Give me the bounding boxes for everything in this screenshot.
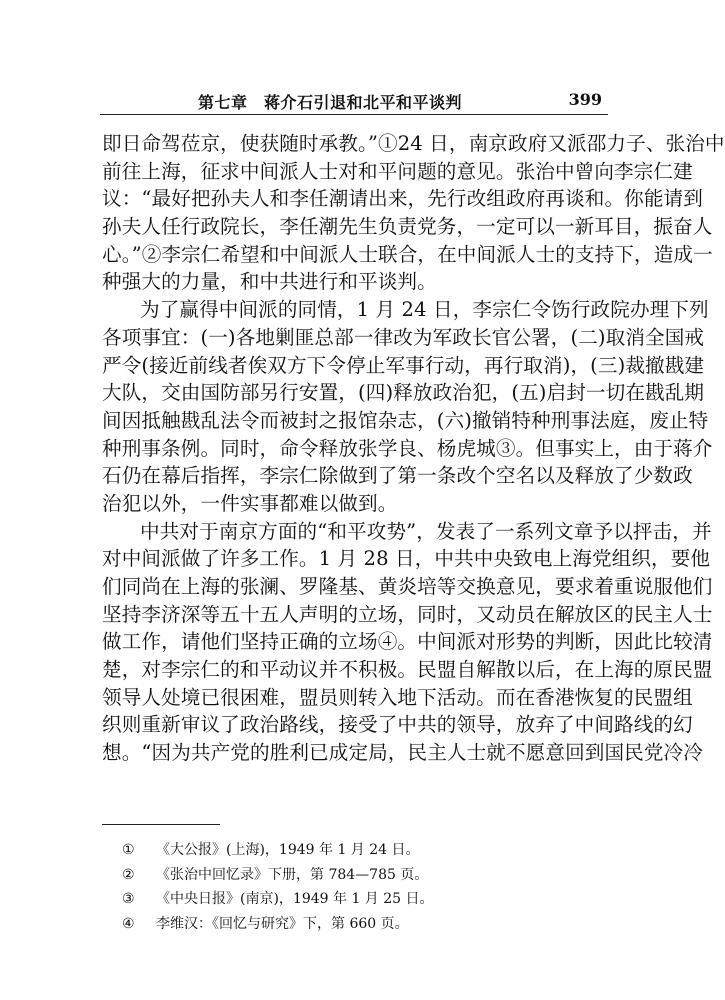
footnote-item bbox=[122, 863, 602, 888]
footnote-marker: ② bbox=[122, 866, 135, 883]
header-rule bbox=[100, 114, 608, 115]
footnote-text: 《大公报》(上海)，1949 年 1 月 24 日。 bbox=[156, 842, 420, 858]
footnote-marker: ④ bbox=[122, 915, 135, 932]
text-line: 种强大的力量，和中共进行和平谈判。 bbox=[102, 270, 437, 294]
text-line: 织则重新审议了政治路线，接受了中共的领导，放弃了中间路线的幻 bbox=[102, 713, 693, 737]
footnote-text: 李维汉：《回忆与研究》下，第 660 页。 bbox=[156, 915, 409, 932]
text-line: 前往上海，征求中间派人士对和平问题的意见。张治中曾向李宗仁建 bbox=[102, 159, 693, 183]
text-line: 楚，对李宗仁的和平动议并不积极。民盟自解散以后，在上海的原民盟 bbox=[102, 658, 713, 682]
footnote-rule bbox=[102, 824, 220, 825]
body-text bbox=[102, 130, 725, 767]
footnote-item bbox=[122, 912, 602, 937]
text-line: 坚持李济深等五十五人声明的立场，同时，又动员在解放区的民主人士 bbox=[102, 602, 713, 626]
footnote-marker: ③ bbox=[122, 891, 135, 907]
text-line: 间因抵触戡乱法令而被封之报馆杂志，(六)撤销特种刑事法庭，废止特 bbox=[102, 408, 709, 432]
text-line: 们同尚在上海的张澜、罗隆基、黄炎培等交换意见，要求着重说服他们 bbox=[102, 575, 713, 598]
text-line: 想。“因为共产党的胜利已成定局，民主人士就不愿意回到国民党冷冷 bbox=[102, 741, 703, 765]
text-line: 治犯以外，一件实事都难以做到。 bbox=[102, 491, 398, 515]
footnote-item bbox=[122, 887, 602, 912]
text-line: 心。”②李宗仁希望和中间派人士联合，在中间派人士的支持下，造成一 bbox=[102, 242, 713, 266]
text-line: 大队，交由国防部另行安置，(四)释放政治犯，(五)启封一切在戡乱期 bbox=[102, 381, 705, 405]
text-line: 做工作，请他们坚持正确的立场④。中间派对形势的判断，因此比较清 bbox=[102, 630, 713, 654]
text-line: 领导人处境已很困难，盟员则转入地下活动。而在香港恢复的民盟组 bbox=[102, 685, 693, 709]
footnotes bbox=[122, 838, 602, 936]
text-line: 即日命驾莅京，使获随时承教。”①24 日，南京政府又派邵力子、张治中 bbox=[102, 132, 725, 155]
text-line: 对中间派做了许多工作。1 月 28 日，中共中央致电上海党组织，要他 bbox=[102, 547, 711, 571]
footnote-text: 《张治中回忆录》下册，第 784—785 页。 bbox=[156, 866, 429, 883]
text-line: 严令(接近前线者俟双方下令停止军事行动，再行取消)，(三)裁撤戡建 bbox=[102, 353, 705, 377]
text-line: 石仍在幕后指挥，李宗仁除做到了第一条改个空名以及释放了少数政 bbox=[102, 464, 693, 488]
paragraph-start-line: 中共对于南京方面的“和平攻势”，发表了一系列文章予以抨击，并 bbox=[140, 519, 712, 543]
footnote-text: 《中央日报》(南京)，1949 年 1 月 25 日。 bbox=[156, 891, 434, 907]
text-line: 各项事宜：(一)各地剿匪总部一律改为军政长官公署，(二)取消全国戒 bbox=[102, 325, 705, 349]
footnote-marker: ① bbox=[122, 842, 135, 858]
running-header bbox=[100, 86, 608, 116]
footnote-item bbox=[122, 838, 602, 863]
page-number: 399 bbox=[568, 90, 602, 109]
text-line: 种刑事条例。同时，命令释放张学良、杨虎城③。但事实上，由于蒋介 bbox=[102, 436, 713, 460]
chapter-title: 第七章 蒋介石引退和北平和平谈判 bbox=[198, 93, 463, 112]
paragraph-start-line: 为了赢得中间派的同情，1 月 24 日，李宗仁令饬行政院办理下列 bbox=[140, 298, 709, 322]
text-line: 议：“最好把孙夫人和李任潮请出来，先行改组政府再谈和。你能请到 bbox=[102, 187, 703, 211]
text-line: 孙夫人任行政院长，李任潮先生负责党务，一定可以一新耳目，振奋人 bbox=[102, 215, 713, 239]
